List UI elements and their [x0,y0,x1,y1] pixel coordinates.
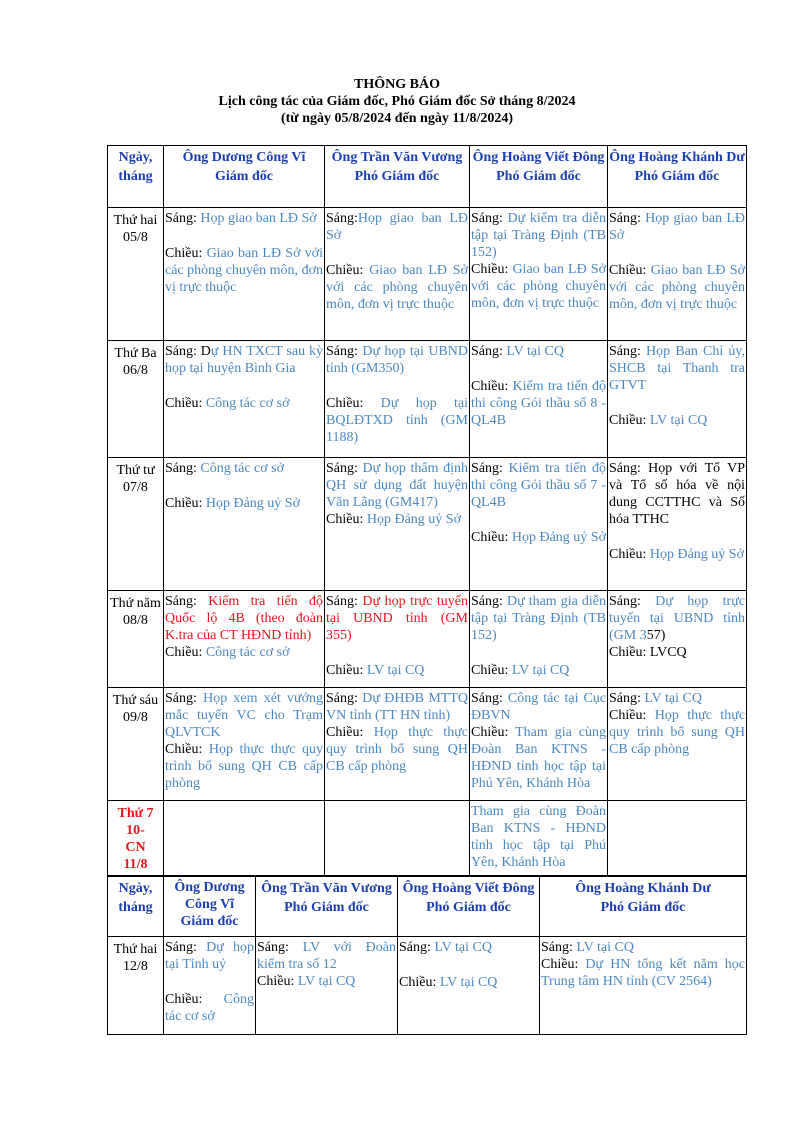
morning-label: Sáng: [609,211,641,226]
deputy-2-name: Ông Hoàng Viết Đông [472,150,605,165]
afternoon-task: Giao ban LĐ Sở với các phòng chuyên môn, đơn vị trực thuộc [471,262,606,311]
column-header-day: Ngày, tháng [108,877,164,937]
notice-title: THÔNG BÁO [354,77,440,92]
column-header-deputy-3 [540,877,747,937]
column-header-deputy-1 [325,146,470,208]
afternoon-task: Họp Đảng uỷ Sở [205,496,300,511]
afternoon-task: Công tác cơ sở [165,992,254,1024]
table-row [108,937,747,1035]
afternoon-task: Dự HN tổng kết năm học Trung tâm HN tỉnh (CV 2564) [541,957,746,989]
deputy-3-role: Phó Giám đốc [634,169,720,184]
morning-label: Sáng: [471,594,503,609]
schedule-cell [164,937,256,1035]
day-label: Thứ tư [116,463,155,478]
schedule-cell [470,591,608,688]
deputy-3-name: Ông Hoàng Khánh Dư [609,150,745,165]
afternoon-task: LV tại CQ [439,975,498,990]
column-header-director [164,877,256,937]
date-label: 08/8 [123,613,148,628]
afternoon-label: Chiều: [326,396,364,411]
schedule-cell [164,208,325,341]
director-name: Ông Dương Công Vĩ [174,880,245,912]
schedule-cell [398,937,540,1035]
schedule-cell [325,208,470,341]
schedule-cell [608,341,747,458]
schedule-table-next [107,876,747,1035]
morning-task: Họp giao ban LĐ Sở [326,211,468,243]
day-label: CN [125,840,146,855]
morning-label: Sáng: [609,691,641,706]
director-name: Ông Dương Công Vĩ [182,150,306,165]
afternoon-label: Chiều: [471,379,509,394]
afternoon-label: Chiều: [399,975,437,990]
morning-label: Sáng: [165,594,197,609]
morning-label: Sáng: [471,461,503,476]
deputy-1-role: Phó Giám đốc [354,169,440,184]
date-label: 11/8 [123,857,148,872]
afternoon-task: Công tác cơ sở [205,396,290,411]
afternoon-label: Chiều: [609,708,647,723]
morning-task: Dự tham gia diễn tập tại Tràng Định (TB 152) [471,594,607,643]
deputy-2-role: Phó Giám đốc [496,169,581,184]
day-label: Thứ hai [113,942,158,957]
deputy-2-role: Phó Giám đốc [426,900,511,915]
morning-task: LV với Đoàn kiểm tra số 12 [257,940,397,972]
afternoon-task: LV tại CQ [297,974,356,989]
schedule-cell [325,341,470,458]
day-cell [108,208,164,341]
morning-label: Sáng: [165,344,197,359]
morning-task-suffix: 57) [646,628,666,643]
day-cell [108,937,164,1035]
schedule-cell [540,937,747,1035]
column-header-deputy-1 [256,877,398,937]
morning-label: Sáng: [326,691,358,706]
date-label: 07/8 [123,480,148,495]
afternoon-label: Chiều: [326,512,364,527]
schedule-cell [470,341,608,458]
afternoon-task: Họp thực thực quy trình bổ sung QH CB cấp phòng [609,708,745,757]
afternoon-label: Chiều: [165,742,203,757]
day-cell [108,341,164,458]
schedule-cell [325,688,470,801]
morning-task: ự HN TXCT sau kỳ họp tại huyện Bình Gia [165,344,323,376]
table-header-row [108,877,747,937]
morning-task: Họp giao ban LĐ Sở [609,211,746,243]
afternoon-task: LV tại CQ [511,663,570,678]
morning-task: LV tại CQ [644,691,702,706]
schedule-cell [164,341,325,458]
schedule-cell [608,458,747,591]
afternoon-label: Chiều: [165,645,203,660]
schedule-cell [164,591,325,688]
morning-label: Sáng: [471,211,503,226]
weekend-task: Tham gia cùng Đoàn Ban KTNS - HĐND tỉnh học tập tại Phú Yên, Khánh Hòa [471,804,606,870]
morning-task: Dự ĐHĐB MTTQ VN tỉnh (TT HN tỉnh) [326,691,468,723]
schedule-table-week [107,145,747,876]
day-label: Thứ Ba [114,346,157,361]
afternoon-task: Giao ban LĐ Sở với các phòng chuyên môn, đơn vị trực thuộc [165,246,323,295]
morning-label: Sáng: [471,344,503,359]
morning-task: Dự họp tại UBND tỉnh (GM350) [326,344,468,376]
morning-task: LV tại CQ [506,344,564,359]
morning-task: LV tại CQ [576,940,634,955]
afternoon-task: Giao ban LĐ Sở với các phòng chuyên môn, đơn vị trực thuộc [326,263,468,312]
afternoon-task: LV tại CQ [649,413,708,428]
column-header-deputy-3 [608,146,747,208]
afternoon-task: LVCQ [649,645,687,660]
afternoon-task: Công tác cơ sở [205,645,290,660]
day-cell [108,458,164,591]
afternoon-label: Chiều: [609,645,647,660]
notice-subtitle: Lịch công tác của Giám đốc, Phó Giám đốc Sở tháng 8/2024 [218,94,576,109]
schedule-cell [608,208,747,341]
afternoon-label: Chiều: [165,992,203,1007]
day-label: Thứ 7 [117,806,154,821]
schedule-cell [256,937,398,1035]
day-label: 10- [126,823,145,838]
deputy-1-role: Phó Giám đốc [284,900,369,915]
schedule-cell [164,801,325,876]
morning-task: Họp với Tổ VP và Tổ số hóa về nội dung CCTTHC và Số hóa TTHC [609,461,745,527]
morning-label: Sáng: [165,211,197,226]
morning-label: Sáng: [326,461,358,476]
morning-task: Dự kiểm tra diễn tập tại Tràng Định (TB 152) [471,211,607,260]
deputy-1-name: Ông Trần Văn Vương [261,881,392,896]
morning-label: Sáng: [471,691,503,706]
morning-label: Sáng: [609,344,641,359]
schedule-cell [608,688,747,801]
director-role: Giám đốc [215,169,273,184]
morning-label: Sáng: [257,940,289,955]
afternoon-label: Chiều: [471,663,509,678]
afternoon-label: Chiều: [471,262,509,277]
day-label: Thứ hai [113,213,158,228]
column-header-deputy-2 [470,146,608,208]
date-label: 05/8 [123,230,148,245]
day-cell [108,688,164,801]
morning-task: Công tác cơ sở [200,461,285,476]
schedule-cell [470,458,608,591]
afternoon-label: Chiều: [471,530,509,545]
morning-label: Sáng: [609,461,641,476]
table-row [108,688,747,801]
day-cell [108,801,164,876]
morning-label: Sáng: [399,940,431,955]
morning-task-prefix: D [200,344,211,359]
afternoon-label: Chiều: [326,663,364,678]
afternoon-task: Họp Đảng uỷ Sở [649,547,744,562]
director-role: Giám đốc [180,914,239,929]
afternoon-task: Tham gia cùng Đoàn Ban KTNS - HĐND tỉnh học tập tại Phú Yên, Khánh Hòa [471,725,606,791]
schedule-cell [164,688,325,801]
date-label: 09/8 [123,710,148,725]
schedule-cell [164,458,325,591]
morning-task: Kiểm tra tiến độ thi công Gói thầu số 7 - QL4B [471,461,606,510]
schedule-cell [325,458,470,591]
deputy-3-role: Phó Giám đốc [600,900,686,915]
afternoon-label: Chiều: [609,547,647,562]
column-header-director [164,146,325,208]
afternoon-label: Chiều: [609,263,647,278]
morning-task: Dự họp trực tuyến tại UBND tỉnh (GM 355) [326,594,469,643]
morning-label: Sáng: [326,211,358,226]
morning-task: Họp xem xét vướng mắc tuyến VC cho Trạm QLVTCK [165,691,323,740]
column-header-deputy-2 [398,877,540,937]
table-header-row [108,146,747,208]
deputy-2-name: Ông Hoàng Viết Đông [402,881,535,896]
afternoon-label: Chiều: [165,496,203,511]
schedule-cell [325,591,470,688]
afternoon-task: Kiểm tra tiến độ thi công Gói thầu số 8 - QL4B [471,379,606,428]
table-row [108,591,747,688]
schedule-cell [470,688,608,801]
schedule-cell [608,591,747,688]
afternoon-task: Dự họp tại BQLĐTXD tỉnh (GM 1188) [326,396,468,445]
afternoon-task: Họp thực thực quy trình bổ sung QH CB cấp phòng [326,725,468,774]
afternoon-label: Chiều: [609,413,647,428]
morning-task: Kiểm tra tiến độ Quốc lộ 4B (theo đoàn K.tra của CT HĐND tỉnh) [165,594,323,643]
table-row [108,208,747,341]
morning-task: Họp Ban Chỉ ủy, SHCB tại Thanh tra GTVT [609,344,745,393]
morning-task: Họp giao ban LĐ Sở [200,211,317,226]
day-label: Thứ năm [110,596,161,611]
morning-task: Công tác tại Cục ĐBVN [471,691,607,723]
notice-date-range: (từ ngày 05/8/2024 đến ngày 11/8/2024) [280,111,514,126]
morning-task: Dự họp trực tuyến tại UBND tỉnh (GM 3 [609,594,745,643]
schedule-cell [470,208,608,341]
afternoon-label: Chiều: [257,974,295,989]
date-label: 12/8 [123,959,148,974]
afternoon-label: Chiều: [165,396,203,411]
morning-label: Sáng: [165,940,197,955]
deputy-3-name: Ông Hoàng Khánh Dư [575,881,711,896]
morning-label: Sáng: [326,344,358,359]
morning-task: Dự họp tại Tỉnh uỷ [165,940,254,972]
afternoon-label: Chiều: [326,263,364,278]
afternoon-label: Chiều: [165,246,203,261]
afternoon-task: Họp Đảng uỷ Sở [366,512,461,527]
morning-label: Sáng: [165,691,197,706]
morning-label: Sáng: [541,940,573,955]
afternoon-label: Chiều: [541,957,579,972]
day-cell [108,591,164,688]
schedule-cell [608,801,747,876]
deputy-1-name: Ông Trần Văn Vương [331,150,463,165]
afternoon-task: Giao ban LĐ Sở với các phòng chuyên môn, đơn vị trực thuộc [609,263,745,312]
day-label: Thứ sáu [112,693,159,708]
morning-label: Sáng: [609,594,641,609]
date-label: 06/8 [123,363,148,378]
afternoon-task: Họp Đảng uỷ Sở [511,530,606,545]
column-header-day: Ngày, tháng [108,146,164,208]
afternoon-label: Chiều: [471,725,509,740]
afternoon-task: Họp thực thực quy trình bổ sung QH CB cấp phòng [165,742,324,791]
table-row [108,458,747,591]
morning-label: Sáng: [165,461,197,476]
schedule-cell [470,801,608,876]
morning-label: Sáng: [326,594,358,609]
morning-task: LV tại CQ [434,940,492,955]
afternoon-label: Chiều: [326,725,364,740]
table-row [108,341,747,458]
table-row [108,801,747,876]
schedule-cell [325,801,470,876]
morning-task: Dự họp thẩm định QH sử dụng đất huyện Văn Lãng (GM417) [326,461,468,510]
afternoon-task: LV tại CQ [366,663,425,678]
